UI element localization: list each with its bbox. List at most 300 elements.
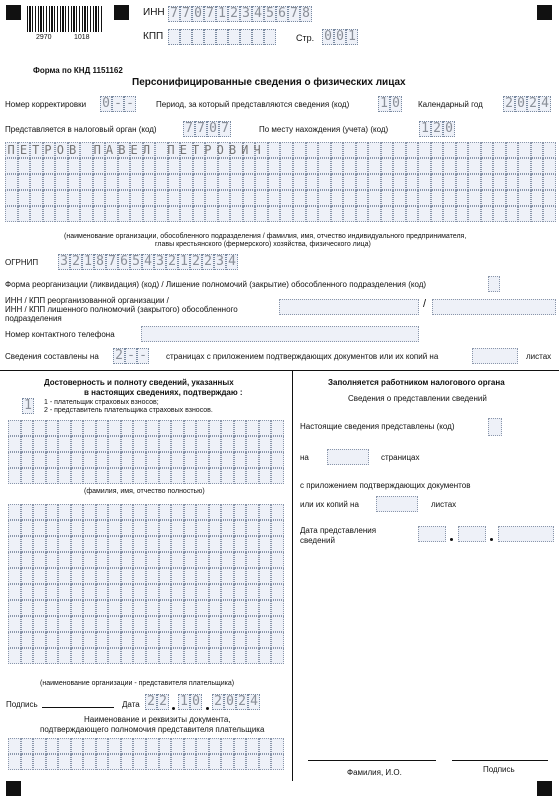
name-char: П	[7, 143, 15, 157]
grid-cell	[30, 206, 43, 222]
org-grid[interactable]	[8, 504, 284, 664]
grid-cell	[8, 420, 21, 436]
grid-cell	[8, 468, 21, 484]
char-cell: 1	[346, 29, 358, 45]
signer-option-1: 1 - плательщик страховых взносов;	[44, 399, 159, 406]
grid-cell	[443, 206, 456, 222]
grid-cell	[159, 568, 172, 584]
grid-cell	[271, 616, 284, 632]
grid-cell	[159, 600, 172, 616]
grid-cell	[8, 632, 21, 648]
grid-cell	[8, 754, 21, 770]
pages-label: Сведения составлены на	[5, 352, 99, 361]
grid-cell	[196, 420, 209, 436]
grid-cell	[393, 158, 406, 174]
grid-cell	[531, 142, 544, 158]
name-char: Л	[142, 143, 151, 157]
grid-cell	[543, 174, 556, 190]
grid-cell	[406, 174, 419, 190]
grid-cell	[481, 158, 494, 174]
grid-cell	[58, 616, 71, 632]
grid-cell	[259, 452, 272, 468]
grid-cell	[468, 142, 481, 158]
grid-cell	[356, 158, 369, 174]
grid-cell	[196, 520, 209, 536]
tax-authority-field[interactable]	[183, 121, 231, 137]
grid-cell	[146, 632, 159, 648]
grid-cell	[271, 648, 284, 664]
grid-cell	[331, 142, 344, 158]
char-cell: 6	[276, 6, 288, 22]
inn-kpp-slash: /	[423, 298, 427, 310]
grid-cell	[205, 206, 218, 222]
grid-cell	[259, 648, 272, 664]
grid-cell	[171, 520, 184, 536]
submit-day-field[interactable]	[418, 526, 446, 542]
char-cell	[264, 29, 276, 45]
grid-cell	[196, 468, 209, 484]
grid-cell	[21, 648, 34, 664]
grid-cell	[58, 504, 71, 520]
name-value	[5, 142, 263, 158]
grid-cell	[180, 206, 193, 222]
grid-cell	[209, 648, 222, 664]
char-cell	[228, 29, 240, 45]
grid-cell	[71, 584, 84, 600]
grid-cell	[33, 468, 46, 484]
grid-cell	[184, 536, 197, 552]
grid-cell	[133, 536, 146, 552]
char-cell: 7	[219, 121, 231, 137]
char-cell: 3	[154, 254, 166, 270]
grid-cell	[280, 206, 293, 222]
grid-cell	[33, 738, 46, 754]
grid-cell	[255, 158, 268, 174]
phone-field[interactable]	[141, 326, 419, 342]
grid-cell	[105, 158, 118, 174]
grid-cell	[71, 616, 84, 632]
correction-field[interactable]	[100, 96, 136, 112]
grid-cell	[368, 206, 381, 222]
name-caption-line2: главы крестьянского (фермерского) хозяйства, физического лица)	[155, 241, 371, 248]
grid-cell	[80, 174, 93, 190]
grid-cell	[155, 158, 168, 174]
grid-cell	[246, 536, 259, 552]
grid-cell	[71, 420, 84, 436]
grid-cell	[246, 552, 259, 568]
grid-cell	[456, 190, 469, 206]
grid-cell	[21, 568, 34, 584]
grid-cell	[493, 174, 506, 190]
grid-cell	[255, 190, 268, 206]
grid-cell	[259, 468, 272, 484]
grid-cell	[8, 584, 21, 600]
grid-cell	[255, 174, 268, 190]
char-cell: 0	[322, 29, 334, 45]
grid-cell	[83, 436, 96, 452]
char-cell: 1	[178, 694, 190, 710]
grid-cell	[381, 206, 394, 222]
fio-grid[interactable]	[8, 420, 284, 484]
presented-code-field[interactable]	[488, 418, 502, 436]
grid-cell	[221, 738, 234, 754]
char-cell: 5	[130, 254, 142, 270]
grid-cell	[8, 568, 21, 584]
reorg-inn-field[interactable]	[279, 299, 419, 315]
grid-cell	[171, 568, 184, 584]
grid-cell	[221, 754, 234, 770]
phone-label: Номер контактного телефона	[5, 330, 115, 339]
inn-field[interactable]	[168, 6, 312, 22]
grid-cell	[121, 632, 134, 648]
grid-cell	[58, 584, 71, 600]
grid-cell	[46, 616, 59, 632]
grid-cell	[121, 536, 134, 552]
char-cell: 5	[264, 6, 276, 22]
grid-cell	[33, 536, 46, 552]
grid-cell	[133, 738, 146, 754]
grid-cell	[306, 142, 319, 158]
grid-cell	[46, 504, 59, 520]
period-field[interactable]	[378, 96, 402, 112]
grid-cell	[259, 420, 272, 436]
grid-cell	[271, 536, 284, 552]
grid-cell	[121, 584, 134, 600]
grid-cell	[443, 158, 456, 174]
ogrnip-label: ОГРНИП	[5, 258, 39, 267]
char-cell: 4	[248, 694, 260, 710]
grid-cell	[159, 520, 172, 536]
grid-cell	[184, 616, 197, 632]
reorg-kpp-field[interactable]	[432, 299, 556, 315]
grid-cell	[205, 158, 218, 174]
grid-cell	[230, 190, 243, 206]
grid-cell	[71, 600, 84, 616]
grid-cell	[368, 190, 381, 206]
form-code: Форма по КНД 1151162	[33, 66, 123, 75]
grid-cell	[356, 206, 369, 222]
grid-cell	[293, 190, 306, 206]
grid-cell	[246, 754, 259, 770]
grid-cell	[159, 420, 172, 436]
grid-cell	[209, 552, 222, 568]
grid-cell	[368, 142, 381, 158]
grid-cell	[171, 504, 184, 520]
grid-cell	[55, 190, 68, 206]
char-cell: 2	[113, 348, 125, 364]
grid-cell	[108, 568, 121, 584]
char-cell: 4	[252, 6, 264, 22]
grid-cell	[259, 536, 272, 552]
grid-cell	[46, 436, 59, 452]
tax-officer-subheading: Сведения о представлении сведений	[348, 394, 487, 403]
char-cell: -	[124, 96, 136, 112]
grid-cell	[209, 632, 222, 648]
grid-cell	[71, 648, 84, 664]
grid-cell	[196, 536, 209, 552]
grid-cell	[209, 754, 222, 770]
grid-cell	[5, 158, 18, 174]
char-cell: 1	[419, 121, 431, 137]
grid-cell	[146, 420, 159, 436]
grid-cell	[180, 158, 193, 174]
date-month-field[interactable]	[178, 694, 202, 710]
grid-cell	[121, 468, 134, 484]
grid-cell	[234, 436, 247, 452]
char-cell: 1	[82, 254, 94, 270]
submit-date-label-line2: сведений	[300, 536, 335, 545]
grid-cell	[481, 174, 494, 190]
grid-cell	[8, 552, 21, 568]
grid-cell	[58, 552, 71, 568]
grid-cell	[108, 754, 121, 770]
grid-cell	[30, 158, 43, 174]
grid-cell	[58, 648, 71, 664]
grid-cell	[268, 158, 281, 174]
barcode-number-left: 2970	[36, 34, 52, 41]
date-label: Дата	[122, 700, 140, 709]
grid-cell	[184, 754, 197, 770]
grid-cell	[234, 420, 247, 436]
grid-cell	[209, 536, 222, 552]
grid-cell	[230, 174, 243, 190]
barcode	[27, 6, 103, 32]
grid-cell	[306, 174, 319, 190]
grid-cell	[171, 536, 184, 552]
grid-cell	[218, 206, 231, 222]
grid-cell	[83, 568, 96, 584]
signer-code-field[interactable]	[22, 398, 34, 414]
grid-cell	[293, 158, 306, 174]
char-cell	[216, 29, 228, 45]
name-char: В	[228, 143, 237, 157]
grid-cell	[196, 754, 209, 770]
year-field[interactable]	[503, 96, 551, 112]
grid-cell	[133, 600, 146, 616]
grid-cell	[96, 632, 109, 648]
grid-cell	[133, 754, 146, 770]
grid-cell	[96, 436, 109, 452]
grid-cell	[5, 190, 18, 206]
grid-cell	[255, 206, 268, 222]
grid-cell	[108, 520, 121, 536]
grid-cell	[146, 536, 159, 552]
name-char: Е	[130, 143, 138, 157]
grid-cell	[130, 158, 143, 174]
grid-cell	[468, 174, 481, 190]
char-cell: 1	[178, 254, 190, 270]
submit-month-field[interactable]	[458, 526, 486, 542]
grid-cell	[133, 468, 146, 484]
grid-cell	[196, 616, 209, 632]
grid-cell	[146, 452, 159, 468]
grid-cell	[481, 142, 494, 158]
name-char: Т	[191, 143, 200, 157]
grid-cell	[343, 190, 356, 206]
char-cell: 3	[214, 254, 226, 270]
right-pages-field[interactable]	[327, 449, 369, 465]
pages-field[interactable]	[113, 348, 149, 364]
grid-cell	[243, 206, 256, 222]
submit-year-field[interactable]	[498, 526, 554, 542]
grid-cell	[33, 584, 46, 600]
grid-cell	[356, 142, 369, 158]
grid-cell	[318, 190, 331, 206]
attachment-sheets-field[interactable]	[472, 348, 518, 364]
grid-cell	[381, 142, 394, 158]
grid-cell	[21, 520, 34, 536]
char-cell: 8	[94, 254, 106, 270]
grid-cell	[184, 452, 197, 468]
grid-cell	[105, 190, 118, 206]
grid-cell	[33, 648, 46, 664]
grid-cell	[196, 436, 209, 452]
grid-cell	[33, 632, 46, 648]
grid-cell	[83, 754, 96, 770]
grid-cell	[133, 648, 146, 664]
grid-cell	[331, 190, 344, 206]
grid-cell	[96, 738, 109, 754]
grid-cell	[171, 552, 184, 568]
grid-cell	[268, 190, 281, 206]
grid-cell	[543, 158, 556, 174]
grid-cell	[83, 552, 96, 568]
grid-cell	[46, 648, 59, 664]
grid-cell	[271, 468, 284, 484]
grid-cell	[196, 504, 209, 520]
grid-cell	[58, 600, 71, 616]
grid-cell	[83, 616, 96, 632]
grid-cell	[468, 206, 481, 222]
grid-cell	[193, 158, 206, 174]
grid-cell	[406, 142, 419, 158]
grid-cell	[234, 754, 247, 770]
tax-officer-heading: Заполняется работником налогового органа	[328, 378, 505, 387]
page-field[interactable]	[322, 29, 358, 45]
grid-cell	[221, 648, 234, 664]
grid-cell	[171, 436, 184, 452]
grid-cell	[71, 520, 84, 536]
grid-cell	[246, 420, 259, 436]
grid-cell	[506, 158, 519, 174]
location-label: По месту нахождения (учета) (код)	[259, 125, 389, 134]
location-field[interactable]	[419, 121, 455, 137]
sign-label: Подпись	[6, 700, 38, 709]
grid-cell	[443, 142, 456, 158]
grid-cell	[159, 648, 172, 664]
char-cell: 2	[503, 96, 515, 112]
grid-cell	[121, 504, 134, 520]
grid-cell	[96, 552, 109, 568]
char-cell: 0	[443, 121, 455, 137]
grid-cell	[221, 420, 234, 436]
name-char: Р	[204, 143, 212, 157]
grid-cell	[393, 206, 406, 222]
reorg-code-field[interactable]	[488, 276, 500, 292]
grid-cell	[259, 436, 272, 452]
grid-cell	[146, 468, 159, 484]
name-char: И	[241, 143, 249, 157]
attach-label: с приложением подтверждающих документов	[300, 481, 471, 490]
grid-cell	[159, 754, 172, 770]
grid-cell	[171, 584, 184, 600]
date-year-field[interactable]	[212, 694, 260, 710]
page-label: Стр.	[296, 33, 315, 43]
grid-cell	[71, 468, 84, 484]
grid-cell	[71, 632, 84, 648]
grid-cell	[246, 600, 259, 616]
char-cell: 0	[390, 96, 402, 112]
grid-cell	[221, 468, 234, 484]
grid-cell	[58, 568, 71, 584]
corner-marker-bottom-left	[6, 781, 21, 796]
grid-cell	[259, 632, 272, 648]
doc-grid[interactable]	[8, 738, 284, 770]
date-day-field[interactable]	[145, 694, 169, 710]
grid-cell	[518, 190, 531, 206]
document-title: Персонифицированные сведения о физических лицах	[132, 77, 406, 88]
grid-cell	[159, 536, 172, 552]
grid-cell	[33, 600, 46, 616]
grid-cell	[493, 206, 506, 222]
grid-cell	[271, 420, 284, 436]
grid-cell	[184, 600, 197, 616]
grid-cell	[58, 420, 71, 436]
grid-cell	[21, 420, 34, 436]
grid-cell	[83, 520, 96, 536]
grid-cell	[171, 452, 184, 468]
grid-cell	[133, 584, 146, 600]
grid-cell	[306, 206, 319, 222]
char-cell: 2	[202, 254, 214, 270]
name-char: П	[93, 143, 101, 157]
grid-cell	[83, 632, 96, 648]
grid-cell	[209, 584, 222, 600]
grid-cell	[418, 174, 431, 190]
right-sheets-field[interactable]	[376, 496, 418, 512]
grid-cell	[71, 568, 84, 584]
ogrnip-field[interactable]	[58, 254, 238, 270]
kpp-field[interactable]	[168, 29, 276, 45]
grid-cell	[234, 452, 247, 468]
grid-cell	[259, 616, 272, 632]
name-char: Е	[19, 143, 28, 157]
grid-cell	[331, 158, 344, 174]
grid-cell	[46, 468, 59, 484]
grid-cell	[518, 142, 531, 158]
grid-cell	[43, 190, 56, 206]
grid-cell	[171, 600, 184, 616]
grid-cell	[33, 504, 46, 520]
grid-cell	[531, 158, 544, 174]
date-separator-2	[206, 707, 209, 710]
grid-cell	[105, 174, 118, 190]
grid-cell	[493, 190, 506, 206]
grid-cell	[271, 504, 284, 520]
grid-cell	[518, 206, 531, 222]
corner-marker-top-right	[537, 5, 552, 20]
char-cell: 2	[212, 694, 224, 710]
grid-cell	[196, 648, 209, 664]
grid-cell	[221, 436, 234, 452]
grid-cell	[293, 206, 306, 222]
grid-cell	[146, 504, 159, 520]
name-char: О	[216, 143, 224, 157]
grid-cell	[343, 206, 356, 222]
grid-cell	[46, 536, 59, 552]
grid-cell	[271, 436, 284, 452]
grid-cell	[431, 174, 444, 190]
